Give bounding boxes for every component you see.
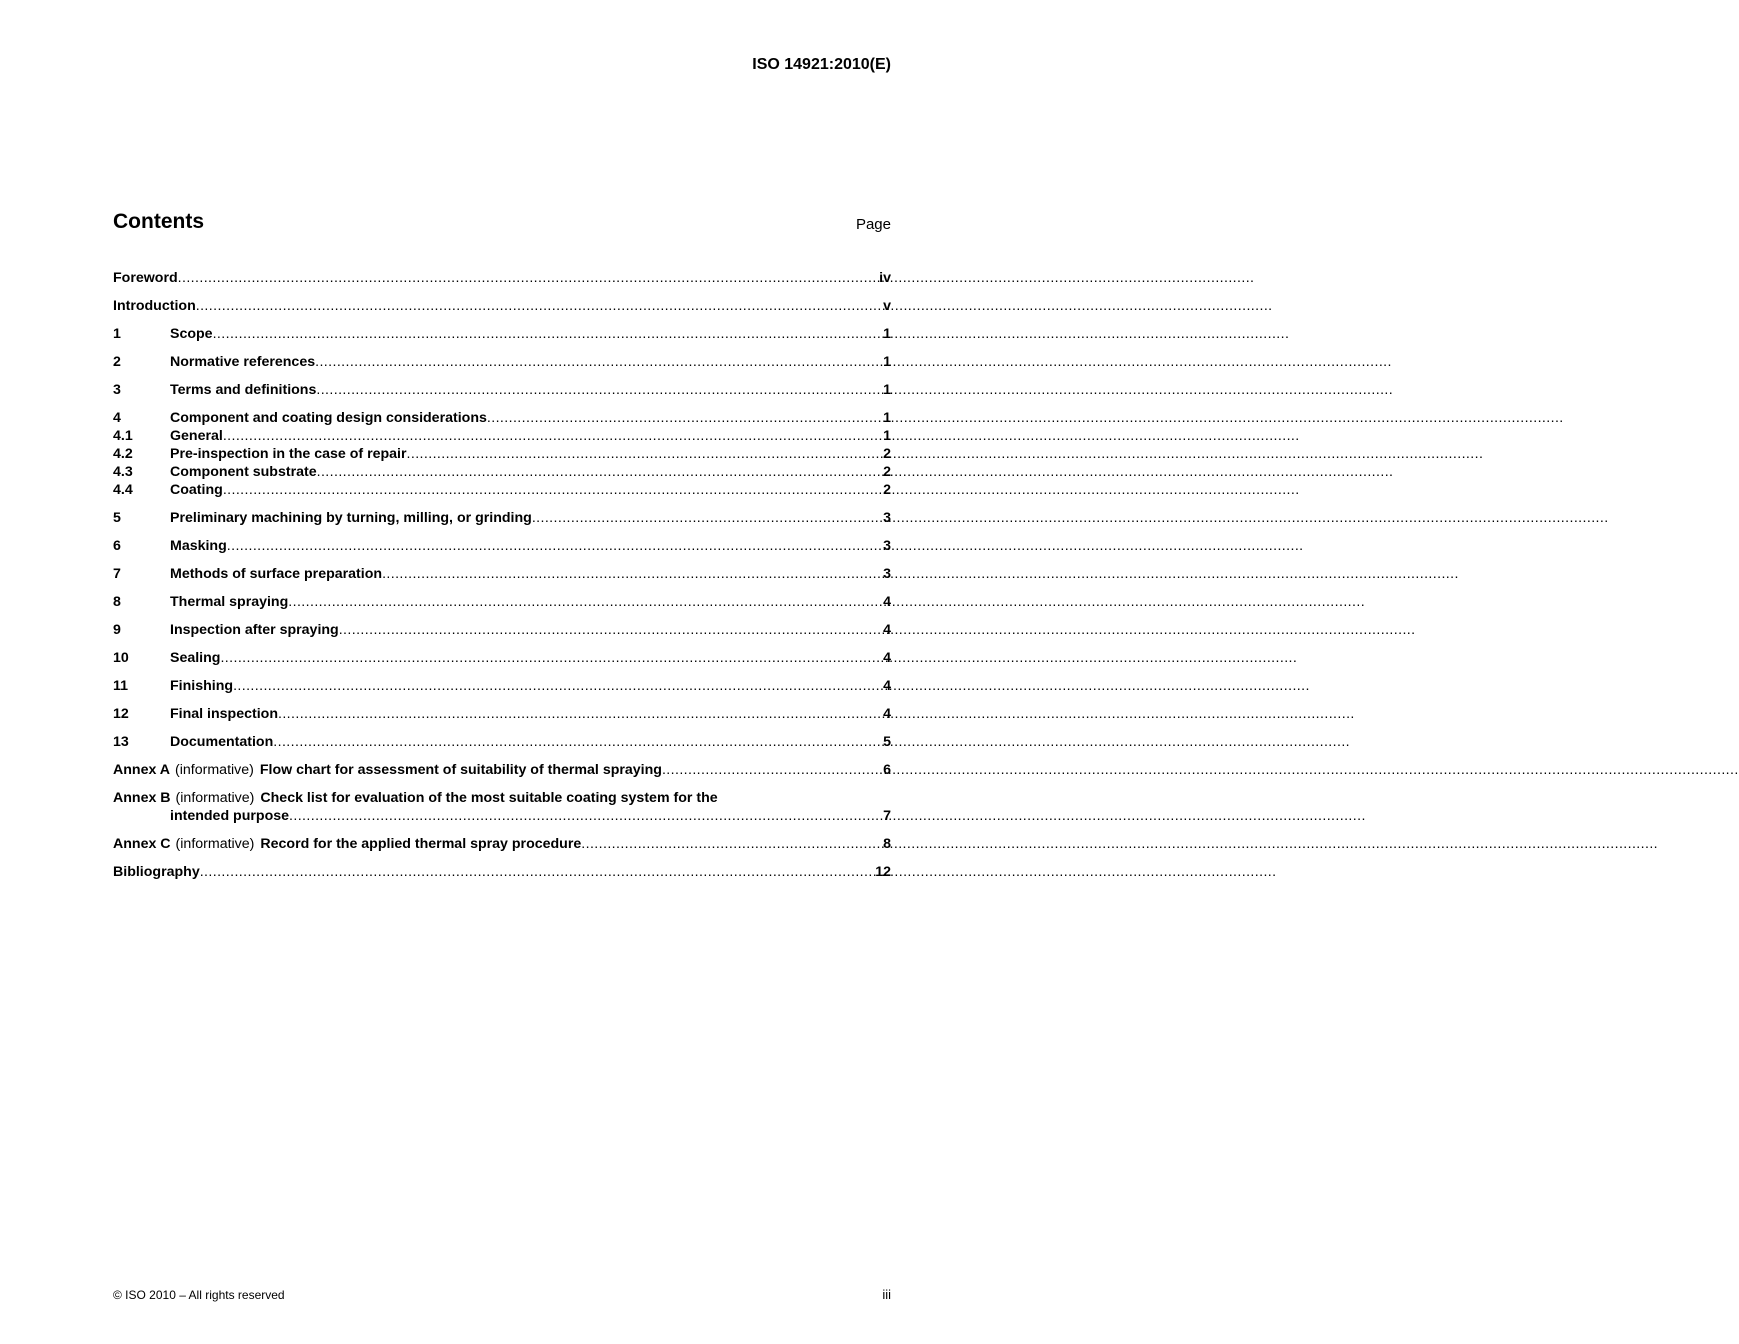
toc-entry-page: 5 bbox=[883, 734, 891, 750]
toc-entry-6[interactable] bbox=[113, 537, 891, 555]
toc-entry-page: 4 bbox=[883, 594, 891, 610]
toc-entry-foreword[interactable] bbox=[113, 269, 891, 287]
leader-dots bbox=[223, 481, 882, 499]
leader-dots bbox=[200, 863, 875, 881]
toc-entry-title: Sealing bbox=[170, 650, 221, 666]
toc-entry-page: 12 bbox=[875, 864, 891, 880]
leader-dots bbox=[487, 409, 882, 427]
toc-entry-12[interactable] bbox=[113, 705, 891, 723]
toc-entry-title: Masking bbox=[170, 538, 227, 554]
toc-entry-annex-b[interactable] bbox=[113, 789, 891, 825]
toc-entry-page: 4 bbox=[883, 706, 891, 722]
toc-entry-number: 12 bbox=[113, 706, 129, 722]
leader-dots bbox=[581, 835, 882, 853]
toc-entry-2[interactable] bbox=[113, 353, 891, 371]
toc-entry-page: 4 bbox=[883, 678, 891, 694]
annex-label: Annex B bbox=[113, 790, 171, 806]
toc-entry-1[interactable] bbox=[113, 325, 891, 343]
toc-entry-4-3[interactable] bbox=[113, 463, 891, 481]
toc-entry-3[interactable] bbox=[113, 381, 891, 399]
toc-entry-title: Documentation bbox=[170, 734, 274, 750]
document-code: ISO 14921:2010(E) bbox=[752, 56, 891, 73]
toc-entry-number: 4.3 bbox=[113, 464, 133, 480]
leader-dots bbox=[273, 733, 882, 751]
toc-entry-title: Bibliography bbox=[113, 864, 200, 880]
annex-type: (informative) bbox=[175, 790, 255, 806]
annex-type: (informative) bbox=[175, 836, 255, 852]
toc-entry-number: 4.2 bbox=[113, 446, 133, 462]
toc-entry-page: 7 bbox=[883, 808, 891, 824]
toc-entry-number: 10 bbox=[113, 650, 129, 666]
toc-entry-number: 6 bbox=[113, 538, 121, 554]
toc-entry-number: 1 bbox=[113, 326, 121, 342]
toc-entry-11[interactable] bbox=[113, 677, 891, 695]
leader-dots bbox=[289, 807, 882, 825]
toc-entry-number: 9 bbox=[113, 622, 121, 638]
toc-entry-title: Component and coating design considerations bbox=[170, 410, 487, 426]
toc-entry-number: 3 bbox=[113, 382, 121, 398]
leader-dots bbox=[532, 509, 882, 527]
toc-entry-title: Methods of surface preparation bbox=[170, 566, 383, 582]
toc-entry-page: 3 bbox=[883, 566, 891, 582]
toc-entry-page: 8 bbox=[883, 836, 891, 852]
leader-dots bbox=[662, 761, 882, 779]
leader-dots bbox=[213, 325, 883, 343]
toc-entry-introduction[interactable] bbox=[113, 297, 891, 315]
toc-entry-page: 4 bbox=[883, 650, 891, 666]
toc-entry-page: 1 bbox=[883, 382, 891, 398]
toc-entry-title: Scope bbox=[170, 326, 213, 342]
toc-entry-number: 5 bbox=[113, 510, 121, 526]
leader-dots bbox=[382, 565, 882, 583]
toc-entry-title: Normative references bbox=[170, 354, 316, 370]
toc-entry-title: Introduction bbox=[113, 298, 196, 314]
toc-entry-annex-c[interactable] bbox=[113, 835, 891, 853]
toc-entry-8[interactable] bbox=[113, 593, 891, 611]
toc-entry-title bbox=[113, 835, 581, 853]
annex-title: Flow chart for assessment of suitability of thermal spraying bbox=[259, 762, 662, 778]
toc-entry-13[interactable] bbox=[113, 733, 891, 751]
leader-dots bbox=[223, 427, 882, 445]
annex-label: Annex C bbox=[113, 836, 171, 852]
annex-title-line2: intended purpose bbox=[170, 808, 290, 824]
annex-label: Annex A bbox=[113, 762, 171, 778]
leader-dots bbox=[317, 463, 882, 481]
toc-entry-number: 4.1 bbox=[113, 428, 133, 444]
toc-entry-title: Finishing bbox=[170, 678, 234, 694]
toc-entry-title: General bbox=[170, 428, 223, 444]
toc-entry-title: Foreword bbox=[113, 270, 178, 286]
leader-dots bbox=[407, 445, 883, 463]
toc-entry-title: Component substrate bbox=[170, 464, 317, 480]
toc-entry-page: 6 bbox=[883, 762, 891, 778]
leader-dots bbox=[233, 677, 882, 695]
toc-entry-page: 1 bbox=[883, 354, 891, 370]
page-number: iii bbox=[882, 1287, 891, 1302]
leader-dots bbox=[339, 621, 882, 639]
toc-entry-page: 2 bbox=[883, 464, 891, 480]
toc-entry-4-1[interactable] bbox=[113, 427, 891, 445]
annex-type: (informative) bbox=[175, 762, 254, 778]
toc-entry-bibliography[interactable] bbox=[113, 863, 891, 881]
leader-dots bbox=[315, 353, 882, 371]
toc-entry-title bbox=[113, 761, 662, 779]
toc-entry-5[interactable] bbox=[113, 509, 891, 527]
leader-dots bbox=[227, 537, 882, 555]
toc-entry-annex-a[interactable] bbox=[113, 761, 891, 779]
toc-entry-number: 11 bbox=[113, 678, 128, 694]
toc-entry-4[interactable] bbox=[113, 409, 891, 427]
annex-title: Record for the applied thermal spray procedure bbox=[260, 836, 582, 852]
page-column-label: Page bbox=[855, 216, 891, 233]
table-of-contents bbox=[113, 269, 891, 881]
toc-entry-10[interactable] bbox=[113, 649, 891, 667]
toc-entry-page: v bbox=[883, 298, 891, 314]
toc-entry-page: 2 bbox=[883, 482, 891, 498]
annex-b-second-line bbox=[113, 807, 891, 825]
copyright-notice: © ISO 2010 – All rights reserved bbox=[113, 1288, 285, 1302]
annex-b-first-line bbox=[113, 789, 891, 807]
toc-entry-number: 4.4 bbox=[113, 482, 133, 498]
leader-dots bbox=[178, 269, 879, 287]
toc-entry-page: 1 bbox=[883, 410, 891, 426]
toc-entry-page: 3 bbox=[883, 538, 891, 554]
toc-entry-title: Pre-inspection in the case of repair bbox=[170, 446, 407, 462]
toc-entry-title: Coating bbox=[170, 482, 223, 498]
toc-entry-page: 2 bbox=[883, 446, 891, 462]
toc-entry-title: Final inspection bbox=[170, 706, 278, 722]
toc-entry-title: Terms and definitions bbox=[170, 382, 317, 398]
toc-entry-9[interactable] bbox=[113, 621, 891, 639]
toc-entry-title: Preliminary machining by turning, milling, or grinding bbox=[170, 510, 532, 526]
toc-entry-page: 1 bbox=[883, 326, 891, 342]
toc-entry-page: 4 bbox=[883, 622, 891, 638]
leader-dots bbox=[220, 649, 882, 667]
toc-entry-number: 4 bbox=[113, 410, 121, 426]
leader-dots bbox=[288, 593, 882, 611]
toc-entry-page: iv bbox=[879, 270, 891, 286]
toc-entry-page: 3 bbox=[883, 510, 891, 526]
toc-entry-title: Thermal spraying bbox=[170, 594, 289, 610]
annex-title-line1: Check list for evaluation of the most suitable coating system for the bbox=[260, 790, 718, 806]
toc-entry-number: 7 bbox=[113, 566, 121, 582]
toc-entry-4-2[interactable] bbox=[113, 445, 891, 463]
leader-dots bbox=[196, 297, 882, 315]
toc-entry-4-4[interactable] bbox=[113, 481, 891, 499]
leader-dots bbox=[316, 381, 882, 399]
toc-entry-number: 8 bbox=[113, 594, 121, 610]
leader-dots bbox=[278, 705, 882, 723]
toc-entry-page: 1 bbox=[883, 428, 891, 444]
toc-entry-7[interactable] bbox=[113, 565, 891, 583]
toc-entry-title: Inspection after spraying bbox=[170, 622, 339, 638]
contents-heading: Contents bbox=[113, 210, 204, 233]
toc-entry-number: 13 bbox=[113, 734, 129, 750]
toc-entry-number: 2 bbox=[113, 354, 121, 370]
